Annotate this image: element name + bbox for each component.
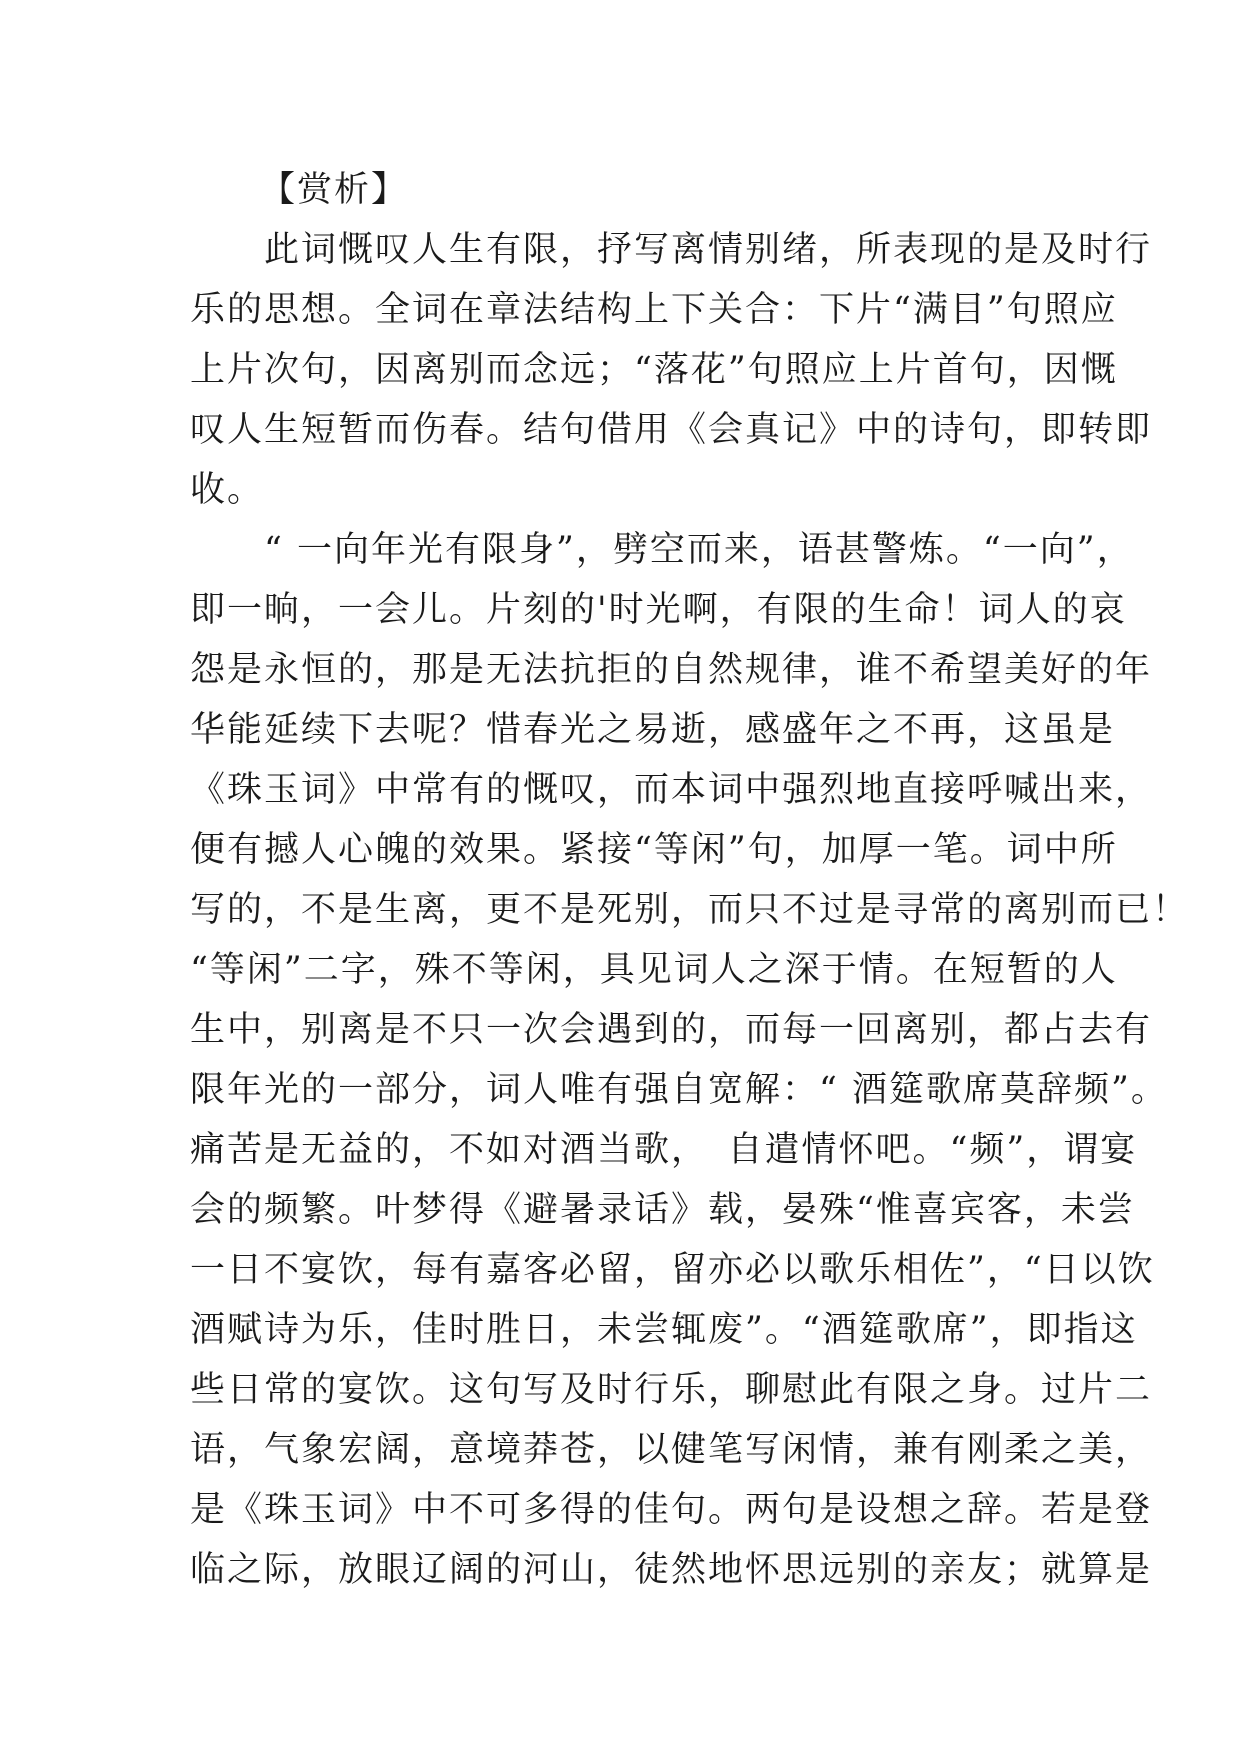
text-line: 些日常的宴饮。这句写及时行乐，聊慰此有限之身。过片二 (190, 1370, 1153, 1410)
text-line: 限年光的一部分，词人唯有强自宽解：“ 酒筵歌席莫辞频”。 (190, 1070, 1168, 1110)
text-line: 酒赋诗为乐，佳时胜日，未尝辄废”。“酒筵歌席”，即指这 (190, 1310, 1138, 1350)
text-line: 收。 (190, 470, 265, 510)
text-line: 会的频繁。叶梦得《避暑录话》载，晏殊“惟喜宾客，未尝 (190, 1190, 1135, 1230)
text-line: 便有撼人心魄的效果。紧接“等闲”句，加厚一笔。词中所 (190, 830, 1118, 870)
text-line: 一日不宴饮，每有嘉客必留，留亦必以歌乐相佐”，“日以饮 (190, 1250, 1155, 1290)
text-line: 是《珠玉词》中不可多得的佳句。两句是设想之辞。若是登 (190, 1490, 1153, 1530)
text-line: 上片次句，因离别而念远；“落花”句照应上片首句，因慨 (190, 350, 1118, 390)
text-line: 华能延续下去呢？惜春光之易逝，感盛年之不再，这虽是 (190, 710, 1116, 750)
text-line: 乐的思想。全词在章法结构上下关合：下片“满目”句照应 (190, 290, 1118, 330)
text-line: 痛苦是无益的，不如对酒当歌， 自遣情怀吧。“频”，谓宴 (190, 1130, 1138, 1170)
text-line: 语，气象宏阔，意境莽苍，以健笔写闲情，兼有刚柔之美， (190, 1430, 1153, 1470)
text-line: 即一晌，一会儿。片刻的'时光啊，有限的生命！词人的哀 (190, 590, 1127, 630)
section-heading: 【赏析】 (260, 170, 409, 210)
text-line: 写的，不是生离，更不是死别，而只不过是寻常的离别而已！ (190, 890, 1190, 930)
text-line: “ 一向年光有限身”，劈空而来，语甚警炼。“一向”， (190, 530, 1134, 570)
text-line: 《珠玉词》中常有的慨叹，而本词中强烈地直接呼喊出来， (190, 770, 1153, 810)
text-line: 怨是永恒的，那是无法抗拒的自然规律，谁不希望美好的年 (190, 650, 1153, 690)
text-line: 叹人生短暂而伤春。结句借用《会真记》中的诗句，即转即 (190, 410, 1153, 450)
text-line: 临之际，放眼辽阔的河山，徒然地怀思远别的亲友；就算是 (190, 1550, 1153, 1590)
document-body (190, 160, 1190, 1600)
text-line: 生中，别离是不只一次会遇到的，而每一回离别，都占去有 (190, 1010, 1153, 1050)
text-line: “等闲”二字，殊不等闲，具见词人之深于情。在短暂的人 (190, 950, 1118, 990)
text-line: 此词慨叹人生有限，抒写离情别绪，所表现的是及时行 (190, 230, 1153, 270)
